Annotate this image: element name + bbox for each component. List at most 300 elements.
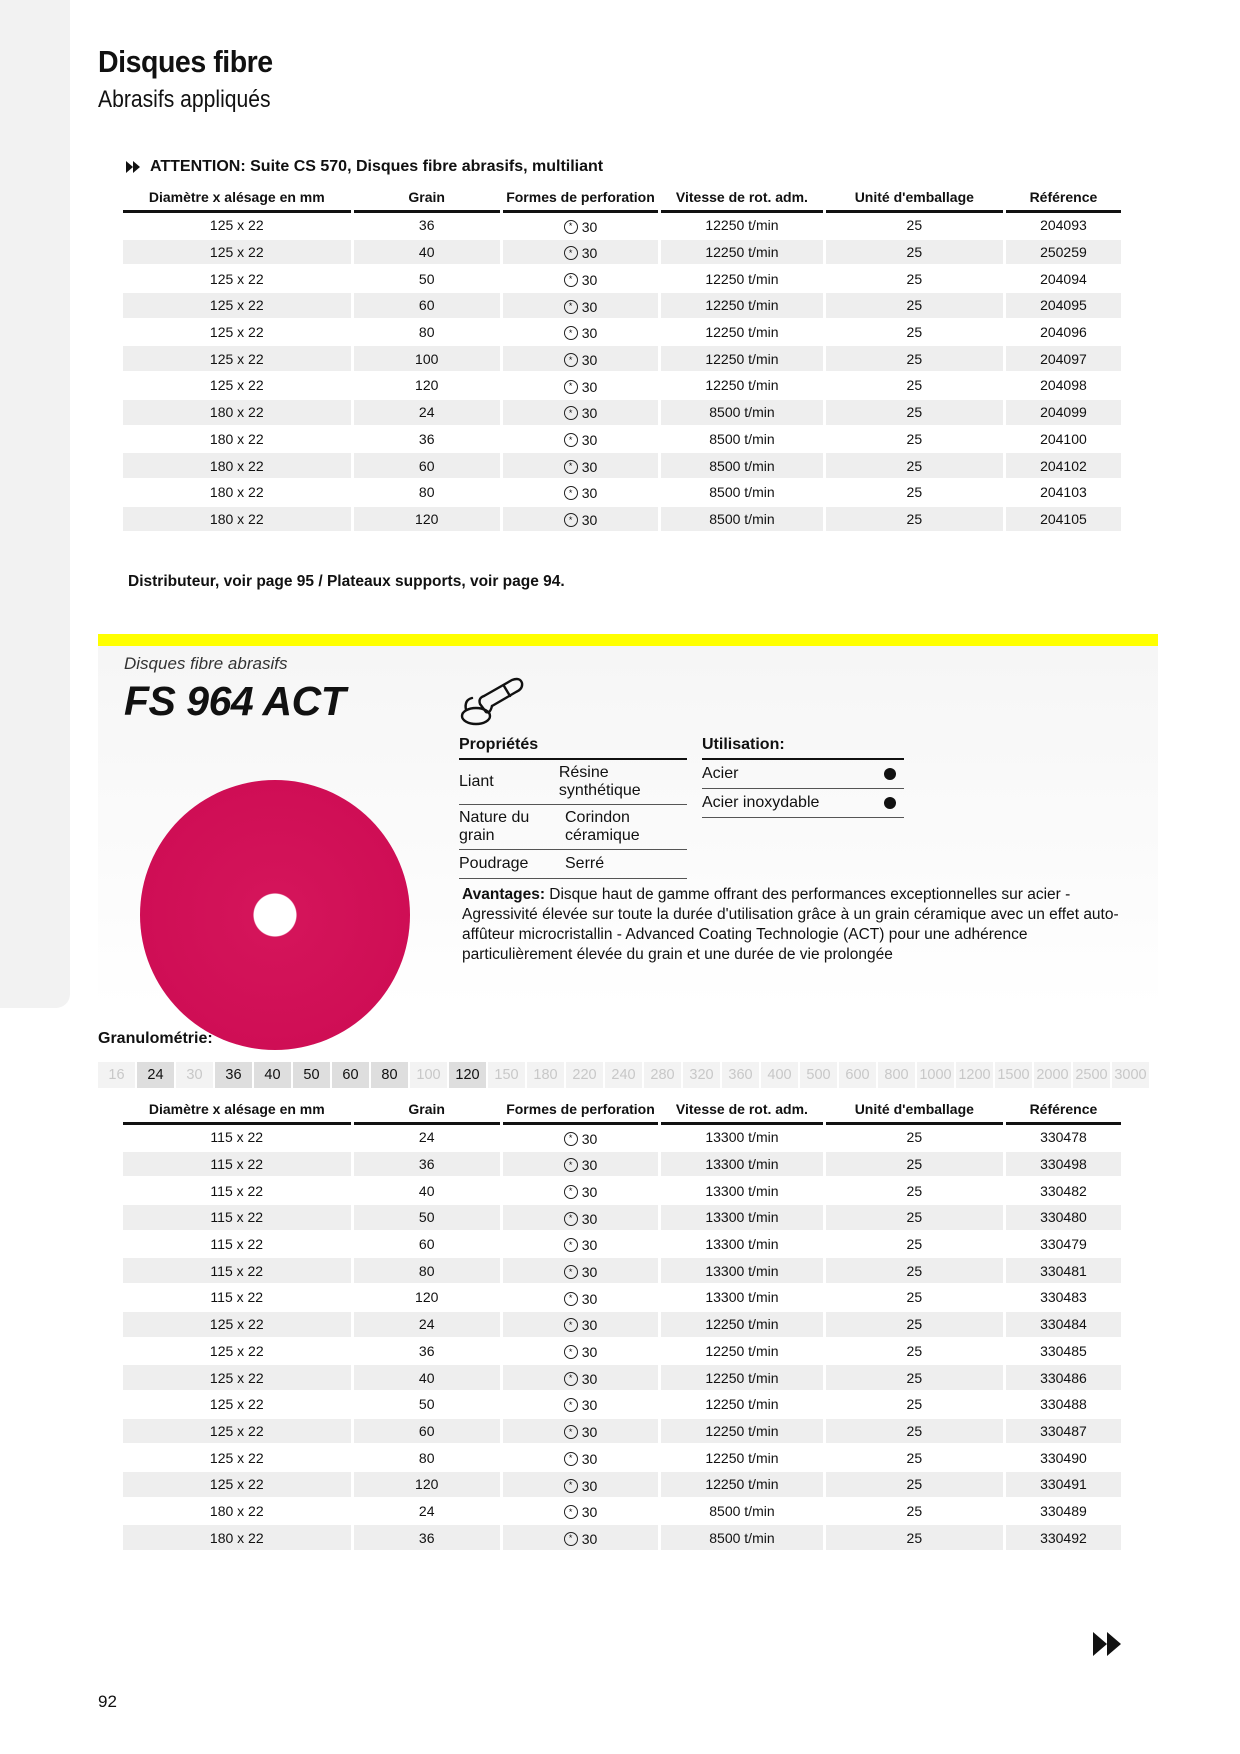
cell-diameter: 115 x 22	[123, 1232, 351, 1259]
table-row	[123, 213, 1121, 240]
cell-perforation	[503, 453, 658, 480]
table-row	[123, 1365, 1121, 1392]
cell-perforation	[503, 266, 658, 293]
cell-perforation	[503, 1312, 658, 1339]
cell-unit: 25	[826, 1152, 1003, 1179]
table-row	[123, 293, 1121, 320]
perforation-star-icon: *	[564, 1479, 578, 1493]
page-subtitle: Abrasifs appliqués	[98, 86, 271, 113]
cell-diameter: 125 x 22	[123, 1312, 351, 1339]
cell-reference: 330479	[1006, 1232, 1121, 1259]
cell-perforation	[503, 1499, 658, 1526]
perforation-star-icon: *	[564, 1318, 578, 1332]
table-row	[123, 1419, 1121, 1446]
cell-unit: 25	[826, 453, 1003, 480]
cell-diameter: 125 x 22	[123, 240, 351, 267]
cell-reference: 330482	[1006, 1178, 1121, 1205]
grit-800: 800	[878, 1062, 915, 1088]
col-header-grain: Grain	[354, 188, 500, 213]
table-row	[123, 507, 1121, 534]
grit-400: 400	[761, 1062, 798, 1088]
cell-reference: 330487	[1006, 1419, 1121, 1446]
table-row	[123, 1232, 1121, 1259]
cell-reference: 204102	[1006, 453, 1121, 480]
cell-grain: 24	[354, 1125, 500, 1152]
cell-speed: 12250 t/min	[661, 1312, 823, 1339]
perforation-value: 30	[581, 271, 598, 288]
cell-perforation	[503, 1258, 658, 1285]
property-value: Résine synthétique	[558, 764, 641, 799]
cell-speed: 8500 t/min	[661, 480, 823, 507]
cell-grain: 120	[354, 1472, 500, 1499]
col-header-reference: Référence	[1006, 1100, 1121, 1125]
cell-diameter: 115 x 22	[123, 1152, 351, 1179]
cell-unit: 25	[826, 1178, 1003, 1205]
cell-perforation	[503, 1232, 658, 1259]
col-header-diameter: Diamètre x alésage en mm	[123, 188, 351, 213]
perforation-star-icon: *	[564, 1345, 578, 1359]
table-row	[123, 1525, 1121, 1552]
table-row	[123, 480, 1121, 507]
perforation-value: 30	[581, 1504, 598, 1521]
cell-perforation	[503, 320, 658, 347]
distributor-note: Distributeur, voir page 95 / Plateaux supports, voir page 94.	[128, 573, 565, 590]
cell-perforation	[503, 1152, 658, 1179]
table-row	[123, 373, 1121, 400]
cell-grain: 120	[354, 373, 500, 400]
cell-perforation	[503, 1525, 658, 1552]
grit-24: 24	[137, 1062, 174, 1088]
perforation-value: 30	[581, 218, 598, 235]
cell-reference: 330484	[1006, 1312, 1121, 1339]
cell-diameter: 180 x 22	[123, 427, 351, 454]
cell-perforation	[503, 1285, 658, 1312]
cell-reference: 204100	[1006, 427, 1121, 454]
cell-unit: 25	[826, 1125, 1003, 1152]
product-table-fs964	[120, 1100, 1124, 1552]
cell-speed: 13300 t/min	[661, 1232, 823, 1259]
cell-diameter: 180 x 22	[123, 453, 351, 480]
grit-2000: 2000	[1034, 1062, 1071, 1088]
perforation-value: 30	[581, 1290, 598, 1307]
perforation-star-icon: *	[564, 273, 578, 287]
usage-label: Acier	[702, 765, 739, 782]
perforation-star-icon: *	[564, 1238, 578, 1252]
cell-reference: 330480	[1006, 1205, 1121, 1232]
cell-diameter: 125 x 22	[123, 346, 351, 373]
perforation-value: 30	[581, 1130, 598, 1147]
cell-perforation	[503, 480, 658, 507]
cell-diameter: 180 x 22	[123, 400, 351, 427]
cell-grain: 100	[354, 346, 500, 373]
perforation-star-icon: *	[564, 300, 578, 314]
cell-diameter: 180 x 22	[123, 480, 351, 507]
fiber-disc-image	[140, 780, 410, 1050]
col-header-speed: Vitesse de rot. adm.	[661, 1100, 823, 1125]
cell-perforation	[503, 373, 658, 400]
perforation-value: 30	[581, 1210, 598, 1227]
cell-reference: 330489	[1006, 1499, 1121, 1526]
cell-speed: 8500 t/min	[661, 1525, 823, 1552]
property-row	[459, 850, 687, 879]
property-key: Poudrage	[459, 855, 529, 872]
cell-reference: 330485	[1006, 1339, 1121, 1366]
cell-unit: 25	[826, 507, 1003, 534]
page-number: 92	[98, 1692, 117, 1711]
double-chevron-right-icon	[126, 161, 140, 173]
cell-speed: 13300 t/min	[661, 1258, 823, 1285]
cell-grain: 60	[354, 453, 500, 480]
cell-reference: 204103	[1006, 480, 1121, 507]
cell-speed: 12250 t/min	[661, 1392, 823, 1419]
perforation-value: 30	[581, 1264, 598, 1281]
cell-grain: 120	[354, 507, 500, 534]
advantages-body: Disque haut de gamme offrant des performances exceptionnelles sur acier - Agressivité élevée sur toute la durée d'utilisation grâce à un grain céramique avec un effet auto-affûteur microcristallin - Advanced Coating Technologie (ACT) pour une adhérence particulièrement élevée du grain et une durée de vie prolongée	[462, 886, 1119, 963]
double-chevron-right-icon[interactable]	[1093, 1632, 1121, 1656]
angle-grinder-icon	[460, 672, 526, 730]
cell-unit: 25	[826, 346, 1003, 373]
cell-speed: 12250 t/min	[661, 1445, 823, 1472]
col-header-grain: Grain	[354, 1100, 500, 1125]
table-row	[123, 240, 1121, 267]
cell-speed: 8500 t/min	[661, 1499, 823, 1526]
cell-diameter: 125 x 22	[123, 373, 351, 400]
cell-reference: 330481	[1006, 1258, 1121, 1285]
cell-grain: 40	[354, 240, 500, 267]
cell-grain: 40	[354, 1365, 500, 1392]
cell-reference: 204095	[1006, 293, 1121, 320]
perforation-value: 30	[581, 1424, 598, 1441]
table-row	[123, 346, 1121, 373]
col-header-reference: Référence	[1006, 188, 1121, 213]
cell-grain: 120	[354, 1285, 500, 1312]
cell-reference: 204094	[1006, 266, 1121, 293]
cell-perforation	[503, 213, 658, 240]
cell-speed: 8500 t/min	[661, 507, 823, 534]
cell-speed: 12250 t/min	[661, 346, 823, 373]
cell-unit: 25	[826, 1472, 1003, 1499]
grit-1000: 1000	[917, 1062, 954, 1088]
table-row	[123, 400, 1121, 427]
cell-grain: 60	[354, 1232, 500, 1259]
grit-360: 360	[722, 1062, 759, 1088]
grit-100: 100	[410, 1062, 447, 1088]
perforation-star-icon: *	[564, 326, 578, 340]
cell-perforation	[503, 1445, 658, 1472]
grit-2500: 2500	[1073, 1062, 1110, 1088]
property-key: Liant	[459, 773, 494, 790]
cell-unit: 25	[826, 1365, 1003, 1392]
grit-16: 16	[98, 1062, 135, 1088]
usage-label: Acier inoxydable	[702, 794, 820, 811]
col-header-speed: Vitesse de rot. adm.	[661, 188, 823, 213]
perforation-value: 30	[581, 1183, 598, 1200]
cell-diameter: 115 x 22	[123, 1178, 351, 1205]
cell-grain: 80	[354, 1258, 500, 1285]
grit-36: 36	[215, 1062, 252, 1088]
cell-speed: 13300 t/min	[661, 1285, 823, 1312]
perforation-star-icon: *	[564, 513, 578, 527]
table-row	[123, 320, 1121, 347]
cell-diameter: 125 x 22	[123, 1339, 351, 1366]
grit-180: 180	[527, 1062, 564, 1088]
grit-60: 60	[332, 1062, 369, 1088]
cell-grain: 36	[354, 1525, 500, 1552]
col-header-perforation: Formes de perforation	[503, 188, 658, 213]
usage-block	[702, 736, 904, 818]
perforation-star-icon: *	[564, 1265, 578, 1279]
table-row	[123, 1392, 1121, 1419]
product-accent-bar	[98, 634, 1158, 646]
col-header-unit: Unité d'emballage	[826, 188, 1003, 213]
perforation-value: 30	[581, 1237, 598, 1254]
grit-320: 320	[683, 1062, 720, 1088]
cell-reference: 330491	[1006, 1472, 1121, 1499]
perforation-star-icon: *	[564, 1505, 578, 1519]
usage-row	[702, 760, 904, 789]
cell-grain: 36	[354, 1152, 500, 1179]
col-header-perforation: Formes de perforation	[503, 1100, 658, 1125]
cell-speed: 12250 t/min	[661, 1365, 823, 1392]
cell-reference: 330478	[1006, 1125, 1121, 1152]
grit-40: 40	[254, 1062, 291, 1088]
granulometry-scale	[98, 1062, 1149, 1088]
cell-diameter: 125 x 22	[123, 1472, 351, 1499]
cell-diameter: 180 x 22	[123, 1525, 351, 1552]
table-row	[123, 1125, 1121, 1152]
perforation-star-icon: *	[564, 1292, 578, 1306]
cell-diameter: 115 x 22	[123, 1258, 351, 1285]
perforation-value: 30	[581, 512, 598, 529]
cell-reference: 330498	[1006, 1152, 1121, 1179]
cell-unit: 25	[826, 1392, 1003, 1419]
cell-perforation	[503, 293, 658, 320]
cell-diameter: 180 x 22	[123, 1499, 351, 1526]
cell-speed: 12250 t/min	[661, 266, 823, 293]
perforation-star-icon: *	[564, 486, 578, 500]
bullet-dot-icon	[884, 768, 896, 780]
cell-speed: 13300 t/min	[661, 1152, 823, 1179]
cell-speed: 8500 t/min	[661, 400, 823, 427]
cell-perforation	[503, 1339, 658, 1366]
advantages-label: Avantages:	[462, 886, 545, 903]
grit-600: 600	[839, 1062, 876, 1088]
table-row	[123, 1445, 1121, 1472]
grit-3000: 3000	[1112, 1062, 1149, 1088]
grit-80: 80	[371, 1062, 408, 1088]
properties-block	[459, 736, 687, 879]
cell-speed: 12250 t/min	[661, 293, 823, 320]
perforation-value: 30	[581, 378, 598, 395]
cell-reference: 330483	[1006, 1285, 1121, 1312]
cell-reference: 330486	[1006, 1365, 1121, 1392]
cell-perforation	[503, 1205, 658, 1232]
property-value: Serré	[565, 855, 605, 872]
product-table-cs570	[120, 188, 1124, 533]
cell-perforation	[503, 427, 658, 454]
perforation-value: 30	[581, 1450, 598, 1467]
property-key: Nature du grain	[459, 809, 530, 844]
table-row	[123, 1339, 1121, 1366]
perforation-star-icon: *	[564, 246, 578, 260]
grit-150: 150	[488, 1062, 525, 1088]
cell-unit: 25	[826, 1525, 1003, 1552]
cell-perforation	[503, 1392, 658, 1419]
cell-speed: 12250 t/min	[661, 320, 823, 347]
col-header-unit: Unité d'emballage	[826, 1100, 1003, 1125]
perforation-star-icon: *	[564, 1158, 578, 1172]
perforation-star-icon: *	[564, 460, 578, 474]
grit-280: 280	[644, 1062, 681, 1088]
cell-unit: 25	[826, 480, 1003, 507]
perforation-value: 30	[581, 1370, 598, 1387]
cell-unit: 25	[826, 427, 1003, 454]
grit-30: 30	[176, 1062, 213, 1088]
cell-unit: 25	[826, 293, 1003, 320]
cell-grain: 50	[354, 1205, 500, 1232]
cell-diameter: 115 x 22	[123, 1205, 351, 1232]
cell-speed: 12250 t/min	[661, 213, 823, 240]
perforation-star-icon: *	[564, 433, 578, 447]
cell-diameter: 115 x 22	[123, 1285, 351, 1312]
perforation-value: 30	[581, 1344, 598, 1361]
perforation-star-icon: *	[564, 1532, 578, 1546]
table-row	[123, 1285, 1121, 1312]
perforation-value: 30	[581, 325, 598, 342]
cell-speed: 12250 t/min	[661, 1419, 823, 1446]
cell-unit: 25	[826, 1232, 1003, 1259]
side-tab	[0, 0, 70, 1008]
grit-120: 120	[449, 1062, 486, 1088]
perforation-value: 30	[581, 1530, 598, 1547]
cell-diameter: 125 x 22	[123, 1445, 351, 1472]
cell-speed: 13300 t/min	[661, 1178, 823, 1205]
perforation-star-icon: *	[564, 1132, 578, 1146]
cell-grain: 24	[354, 400, 500, 427]
cell-unit: 25	[826, 240, 1003, 267]
perforation-star-icon: *	[564, 406, 578, 420]
perforation-value: 30	[581, 352, 598, 369]
cell-speed: 13300 t/min	[661, 1205, 823, 1232]
cell-grain: 24	[354, 1312, 500, 1339]
cell-diameter: 125 x 22	[123, 320, 351, 347]
cell-reference: 204093	[1006, 213, 1121, 240]
granulometry-title: Granulométrie:	[98, 1030, 213, 1047]
cell-unit: 25	[826, 320, 1003, 347]
cell-unit: 25	[826, 1258, 1003, 1285]
grit-1500: 1500	[995, 1062, 1032, 1088]
cell-speed: 8500 t/min	[661, 453, 823, 480]
table-row	[123, 1205, 1121, 1232]
cell-grain: 36	[354, 1339, 500, 1366]
cell-perforation	[503, 240, 658, 267]
attention-text: ATTENTION: Suite CS 570, Disques fibre abrasifs, multiliant	[150, 158, 604, 175]
cell-reference: 330490	[1006, 1445, 1121, 1472]
cell-diameter: 125 x 22	[123, 1365, 351, 1392]
cell-grain: 24	[354, 1499, 500, 1526]
advantages-text	[462, 885, 1142, 965]
cell-perforation	[503, 1178, 658, 1205]
table-row	[123, 427, 1121, 454]
perforation-star-icon: *	[564, 1212, 578, 1226]
cell-unit: 25	[826, 400, 1003, 427]
perforation-star-icon: *	[564, 1185, 578, 1199]
perforation-star-icon: *	[564, 353, 578, 367]
cell-speed: 12250 t/min	[661, 1339, 823, 1366]
property-row	[459, 760, 687, 805]
cell-speed: 12250 t/min	[661, 240, 823, 267]
perforation-value: 30	[581, 405, 598, 422]
cell-grain: 36	[354, 427, 500, 454]
cell-unit: 25	[826, 1419, 1003, 1446]
cell-grain: 36	[354, 213, 500, 240]
property-value: Corindon céramique	[565, 809, 640, 844]
cell-unit: 25	[826, 1339, 1003, 1366]
grit-50: 50	[293, 1062, 330, 1088]
cell-perforation	[503, 1419, 658, 1446]
cell-perforation	[503, 1365, 658, 1392]
cell-grain: 50	[354, 1392, 500, 1419]
cell-speed: 12250 t/min	[661, 373, 823, 400]
cell-perforation	[503, 1125, 658, 1152]
perforation-value: 30	[581, 298, 598, 315]
grit-500: 500	[800, 1062, 837, 1088]
bullet-dot-icon	[884, 797, 896, 809]
perforation-value: 30	[581, 458, 598, 475]
cell-reference: 204099	[1006, 400, 1121, 427]
cell-perforation	[503, 1472, 658, 1499]
perforation-value: 30	[581, 1477, 598, 1494]
grit-1200: 1200	[956, 1062, 993, 1088]
table-row	[123, 1472, 1121, 1499]
perforation-value: 30	[581, 1397, 598, 1414]
attention-line	[126, 158, 603, 176]
table-row	[123, 453, 1121, 480]
usage-title: Utilisation:	[702, 736, 904, 760]
cell-unit: 25	[826, 1312, 1003, 1339]
page-title: Disques fibre	[98, 44, 273, 79]
cell-diameter: 125 x 22	[123, 266, 351, 293]
table-row	[123, 1258, 1121, 1285]
cell-diameter: 115 x 22	[123, 1125, 351, 1152]
cell-unit: 25	[826, 1445, 1003, 1472]
table-row	[123, 1312, 1121, 1339]
property-row	[459, 805, 687, 850]
cell-reference: 204097	[1006, 346, 1121, 373]
cell-perforation	[503, 400, 658, 427]
perforation-value: 30	[581, 1157, 598, 1174]
cell-unit: 25	[826, 1205, 1003, 1232]
perforation-star-icon: *	[564, 220, 578, 234]
col-header-diameter: Diamètre x alésage en mm	[123, 1100, 351, 1125]
perforation-value: 30	[581, 485, 598, 502]
properties-title: Propriétés	[459, 736, 687, 760]
cell-unit: 25	[826, 1285, 1003, 1312]
cell-reference: 330492	[1006, 1525, 1121, 1552]
cell-grain: 60	[354, 293, 500, 320]
perforation-star-icon: *	[564, 1452, 578, 1466]
cell-reference: 204096	[1006, 320, 1121, 347]
perforation-value: 30	[581, 432, 598, 449]
cell-grain: 40	[354, 1178, 500, 1205]
cell-grain: 80	[354, 1445, 500, 1472]
cell-diameter: 125 x 22	[123, 1419, 351, 1446]
cell-perforation	[503, 507, 658, 534]
perforation-star-icon: *	[564, 1372, 578, 1386]
cell-unit: 25	[826, 213, 1003, 240]
grit-220: 220	[566, 1062, 603, 1088]
cell-diameter: 125 x 22	[123, 213, 351, 240]
